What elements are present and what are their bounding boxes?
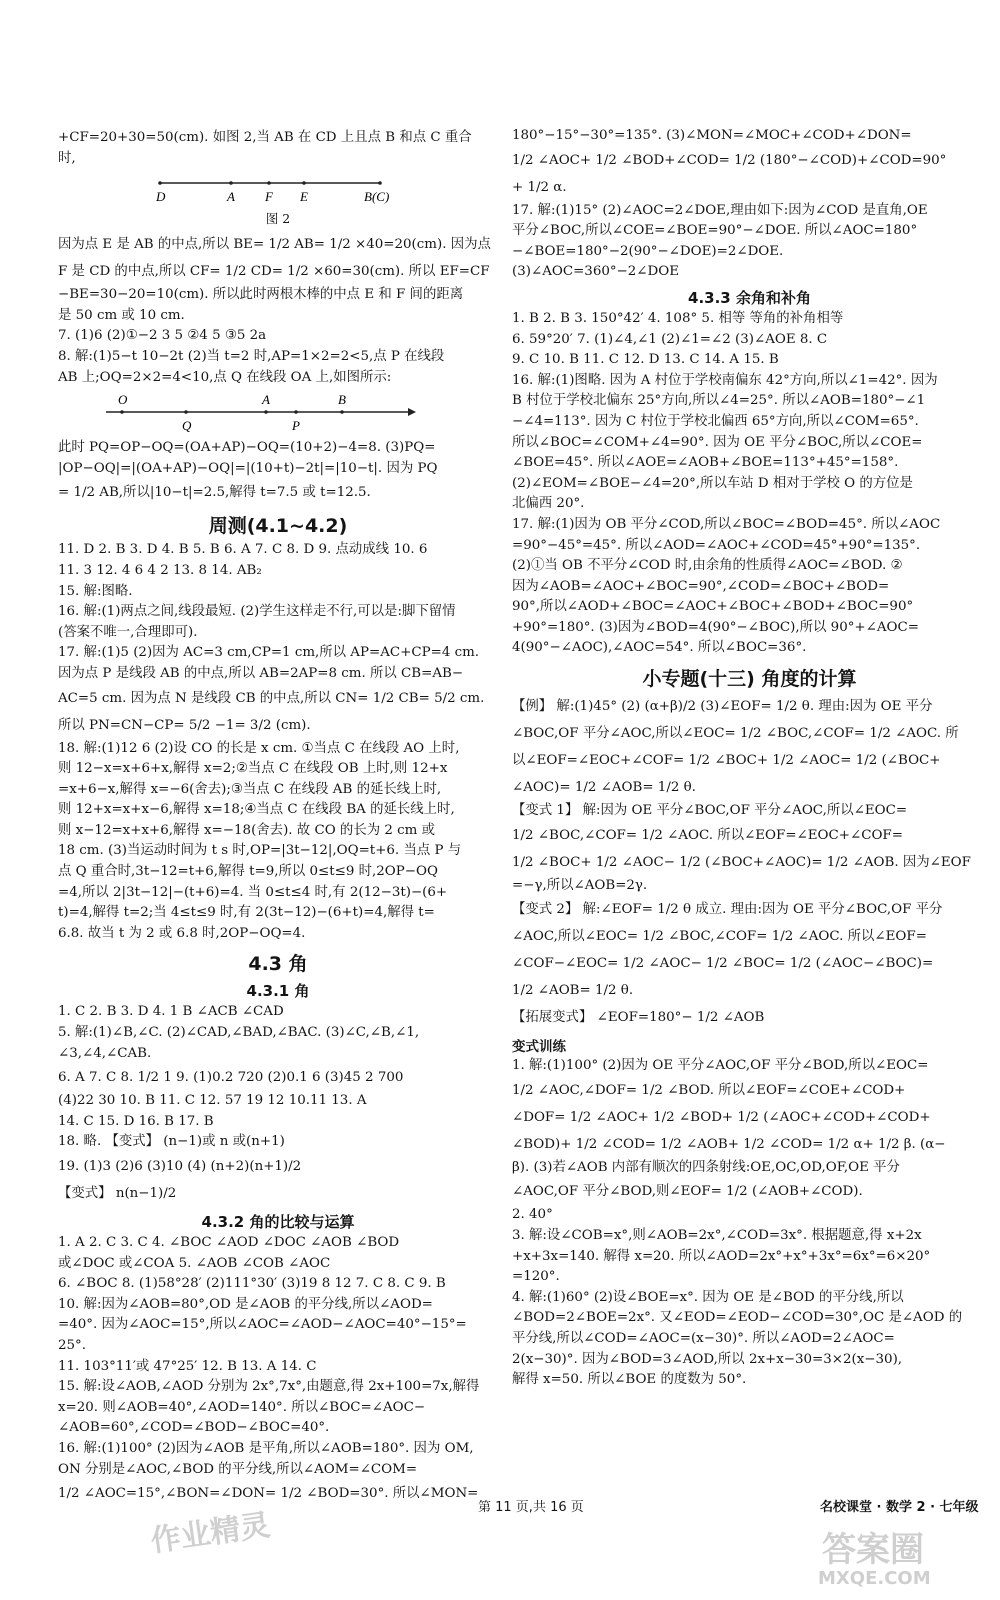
subsection-title-4-3-2: 4.3.2 角的比较与运算 (201, 1213, 355, 1231)
text-line: ∠BOC,OF 平分∠AOC,所以∠EOC= 1/2 ∠BOC,∠COF= 1/2 ∠AOC. 所 (512, 726, 959, 742)
text-line: 15. 解:图略. (58, 583, 133, 599)
text-line: (4)22 30 10. B 11. C 12. 57 19 12 10.11 13. A (58, 1093, 367, 1109)
left-paragraph-2 (58, 231, 498, 388)
text-line: 11. D 2. B 3. D 4. B 5. B 6. A 7. C 8. D 9. 点动成线 10. 6 (58, 542, 428, 558)
section-title-weekly-test: 周测(4.1~4.2) (208, 515, 348, 538)
text-line: 点 Q 重合时,3t−12=t+6,解得 t=9,所以 0≤t≤9 时,2OP−OQ (58, 864, 438, 880)
text-line: 11. 3 12. 4 6 4 2 13. 8 14. AB₂ (58, 562, 262, 578)
fig2-label-a: A (227, 189, 235, 205)
page-footer (0, 1494, 1000, 1518)
text-line: 18. 解:(1)12 6 (2)设 CO 的长是 x cm. ①当点 C 在线段 AO 上时, (58, 740, 460, 756)
text-line: +x+3x=140. 解得 x=20. 所以∠AOD=2x°+x°+3x°=6x°=6×20° (512, 1248, 931, 1264)
text-line: 1/2 ∠BOC,∠COF= 1/2 ∠AOC. 所以∠EOF=∠EOC+∠COF= (512, 827, 903, 843)
left-paragraph-5 (58, 1002, 498, 1207)
section-title-4-3: 4.3 角 (248, 953, 308, 976)
watermark-right: 答案圈 (822, 1530, 924, 1570)
text-line: = 1/2 AB,所以|10−t|=2.5,解得 t=7.5 或 t=12.5. (58, 485, 371, 501)
text-line: 以∠EOF=∠EOC+∠COF= 1/2 ∠BOC+ 1/2 ∠AOC= 1/2 (∠BOC+ (512, 753, 941, 769)
left-paragraph-1 (58, 128, 498, 169)
text-line: 11. 103°11′或 47°25′ 12. B 13. A 14. C (58, 1358, 317, 1374)
text-line: 17. 解:(1)因为 OB 平分∠COD,所以∠BOC=∠BOD=45°. 所以∠AOC (512, 516, 941, 532)
fig3-label-b: B (338, 392, 346, 408)
text-line: 1/2 ∠AOC=15°,∠BON=∠DON= 1/2 ∠BOD=30°. 所以∠MON= (58, 1486, 479, 1502)
text-line: 因为∠AOB=∠AOC+∠BOC=90°,∠COD=∠BOC+∠BOD= (512, 578, 890, 594)
text-line: 是 50 cm 或 10 cm. (58, 307, 185, 323)
text-line: 【变式】 n(n−1)/2 (58, 1186, 177, 1201)
text-line: =4,所以 2|3t−12|−(t+6)=4. 当 0≤t≤4 时,有 2(12−3t)−(6+ (58, 884, 448, 900)
text-line: =90°−45°=45°. 所以∠AOD=∠AOC+∠COD=45°+90°=135°. (512, 537, 921, 553)
text-line: ∠AOB=60°,∠COD=∠BOD−∠BOC=40°. (58, 1420, 330, 1436)
figure-3 (58, 390, 498, 436)
text-line: ∠AOC)= 1/2 ∠AOB= 1/2 θ. (512, 780, 696, 796)
text-line: 17. 解:(1)15° (2)∠AOC=2∠DOE,理由如下:因为∠COD 是直角,OE (512, 202, 928, 218)
text-line: 北偏西 20°. (512, 496, 585, 512)
left-column (58, 128, 498, 1507)
text-line: −∠4=113°. 因为 C 村位于学校北偏西 65°方向,所以∠COM=65°. (512, 413, 919, 429)
text-line: (答案不唯一,合理即可). (58, 624, 198, 640)
text-line: 18 cm. (3)当运动时间为 t s 时,OP=|3t−12|,OQ=t+6. 当点 P 与 (58, 843, 462, 859)
text-line: ∠DOF= 1/2 ∠AOC+ 1/2 ∠BOD+ 1/2 (∠AOC+∠COD+∠COD+ (512, 1109, 931, 1125)
text-line: 90°,所以∠AOD+∠BOC=∠AOC+∠BOC+∠BOD+∠BOC=90° (512, 599, 914, 615)
text-line: 1. 解:(1)100° (2)因为 OE 平分∠AOC,OF 平分∠BOD,所以∠EOC= (512, 1058, 929, 1074)
text-line: 4. 解:(1)60° (2)设∠BOE=x°. 因为 OE 是∠BOD 的平分线,所以 (512, 1289, 904, 1305)
subsection-title-4-3-3: 4.3.3 余角和补角 (688, 288, 811, 307)
text-line: 则 x−12=x+x+6,解得 x=−18(舍去). 故 CO 的长为 2 cm 或 (58, 822, 435, 838)
text-line: 【变式 1】 解:因为 OE 平分∠BOC,OF 平分∠AOC,所以∠EOC= (512, 803, 908, 819)
fig2-label-f: F (265, 189, 273, 205)
text-line: +90°=180°. (3)因为∠BOD=4(90°−∠BOC),所以 90°+∠AOC= (512, 619, 919, 635)
text-line: 则 12−x=x+6+x,解得 x=2;②当点 C 在线段 OB 上时,则 12+x (58, 761, 448, 777)
text-line: |OP−OQ|=|(OA+AP)−OQ|=|(10+t)−2t|=|10−t|. 因为 PQ (58, 460, 438, 476)
text-line: 18. 略. 【变式】 (n−1)或 n 或(n+1) (58, 1134, 285, 1150)
text-line: (2)∠EOM=∠BOE−∠4=20°,所以车站 D 相对于学校 O 的方位是 (512, 475, 913, 491)
text-line: ∠3,∠4,∠CAB. (58, 1045, 152, 1061)
left-paragraph-3 (58, 438, 498, 506)
fig3-label-a: A (262, 392, 270, 408)
text-line: =x+6−x,解得 x=−6(舍去);③当点 C 在线段 AB 的延长线上时, (58, 781, 442, 797)
text-line: 1/2 ∠AOB= 1/2 θ. (512, 983, 634, 999)
text-line: 此时 PQ=OP−OQ=(OA+AP)−OQ=(10+2)−4=8. (3)PQ= (58, 440, 436, 456)
text-line: x=20. 则∠AOB=40°,∠AOD=140°. 所以∠BOC=∠AOC− (58, 1399, 426, 1415)
text-line: =120°. (512, 1269, 560, 1285)
text-line: 所以∠BOC=∠COM+∠4=90°. 因为 OE 平分∠BOC,所以∠COE= (512, 434, 923, 450)
text-line: 2. 40° (512, 1207, 553, 1223)
text-line: =−γ,所以∠AOB=2γ. (512, 877, 648, 893)
text-line: 2(x−30)°. 因为∠BOD=3∠AOD,所以 2x+x−30=3×2(x−30), (512, 1351, 903, 1367)
text-line: 所以 PN=CN−CP= 5/2 −1= 3/2 (cm). (58, 717, 311, 733)
text-line: AC=5 cm. 因为点 N 是线段 CB 的中点,所以 CN= 1/2 CB= 5/2 cm. (58, 690, 485, 706)
text-line: 6. ∠BOC 8. (1)58°28′ (2)111°30′ (3)19 8 12 7. C 8. C 9. B (58, 1276, 446, 1292)
text-line: ∠AOC,OF 平分∠BOD,则∠EOF= 1/2 (∠AOB+∠COD). (512, 1184, 863, 1200)
text-line: 180°−15°−30°=135°. (3)∠MON=∠MOC+∠COD+∠DON= (512, 128, 912, 143)
section-title-topic-13: 小专题(十三) 角度的计算 (642, 668, 857, 691)
figure-2 (58, 171, 498, 229)
text-line: 16. 解:(1)图略. 因为 A 村位于学校南偏东 42°方向,所以∠1=42°. 因为 (512, 372, 938, 388)
fig2-label-d: D (156, 189, 166, 205)
text-line: ON 分别是∠AOC,∠BOD 的平分线,所以∠AOM=∠COM= (58, 1461, 418, 1477)
text-line: −BE=30−20=10(cm). 所以此时两根木棒的中点 E 和 F 间的距离 (58, 287, 464, 303)
text-line: ∠COF−∠EOC= 1/2 ∠AOC− 1/2 ∠BOC= 1/2 (∠AOC−∠BOC)= (512, 956, 934, 972)
text-line: 6. 59°20′ 7. (1)∠4,∠1 (2)∠1=∠2 (3)∠AOE 8. C (512, 331, 828, 347)
text-line: ∠BOE=45°. 所以∠AOE=∠AOB+∠BOE=113°+45°=158°. (512, 455, 899, 471)
text-line: 1. C 2. B 3. D 4. 1 B ∠ACB ∠CAD (58, 1004, 284, 1020)
fig2-label-e: E (300, 189, 308, 205)
text-line: (2)①当 OB 不平分∠COD 时,由余角的性质得∠AOC=∠BOD. ② (512, 558, 903, 574)
fig3-label-o: O (118, 392, 128, 408)
text-line: 6.8. 故当 t 为 2 或 6.8 时,2OP−OQ=4. (58, 925, 306, 941)
right-paragraph-2 (512, 309, 987, 659)
text-line: 14. C 15. D 16. B 17. B (58, 1113, 214, 1129)
text-line: 解得 x=50. 所以∠BOE 的度数为 50°. (512, 1372, 747, 1388)
text-line: 9. C 10. B 11. C 12. D 13. C 14. A 15. B (512, 352, 779, 368)
text-line: 16. 解:(1)两点之间,线段最短. (2)学生这样走不行,可以是:脚下留情 (58, 604, 456, 620)
text-line: AB 上;OQ=2×2=4<10,点 Q 在线段 OA 上,如图所示: (58, 369, 392, 385)
text-line: 8. 解:(1)5−t 10−2t (2)当 t=2 时,AP=1×2=2<5,点 P 在线段 (58, 348, 445, 364)
text-line: β). (3)若∠AOB 内部有顺次的四条射线:OE,OC,OD,OF,OE 平分 (512, 1159, 900, 1175)
book-brand: 名校课堂 · 数学 2 · 七年级 (820, 1500, 979, 1515)
text-line: 因为点 P 是线段 AB 的中点,所以 AB=2AP=8 cm. 所以 CB=AB− (58, 665, 464, 681)
text-line: (3)∠AOC=360°−2∠DOE (512, 264, 680, 280)
text-line: 【拓展变式】 ∠EOF=180°− 1/2 ∠AOB (512, 1010, 765, 1026)
text-line: ∠BOD=2∠BOE=2x°. 又∠EOD=∠EOD−∠COD=30°,OC 是∠AOD 的 (512, 1310, 963, 1326)
left-paragraph-6 (58, 1233, 498, 1507)
text-line: 平分线,所以∠COD=∠AOC=(x−30)°. 所以∠AOD=2∠AOC= (512, 1331, 895, 1346)
text-line: 【变式 2】 解:∠EOF= 1/2 θ 成立. 理由:因为 OE 平分∠BOC,OF 平分 (512, 902, 943, 918)
text-line: −∠BOE=180°−2(90°−∠DOE)=2∠DOE. (512, 243, 784, 259)
text-line: 1/2 ∠AOC+ 1/2 ∠BOD+∠COD= 1/2 (180°−∠COD)+∠COD=90° (512, 152, 947, 168)
text-line: 1/2 ∠BOC+ 1/2 ∠AOC− 1/2 (∠BOC+∠AOC)= 1/2 ∠AOB. 因为∠EOF (512, 854, 971, 870)
watermark-left: 作业精灵 (148, 1507, 273, 1560)
text-line: B 村位于学校北偏东 25°方向,所以∠4=25°. 所以∠AOB=180°−∠1 (512, 393, 926, 409)
right-paragraph-1 (512, 126, 987, 283)
text-line: ∠BOD)+ 1/2 ∠COD= 1/2 ∠AOB+ 1/2 ∠COD= 1/2 α+ 1/2 β. (α− (512, 1136, 946, 1152)
text-line: 17. 解:(1)5 (2)因为 AC=3 cm,CP=1 cm,所以 AP=AC+CP=4 cm. (58, 645, 480, 661)
text-line: t)=4,解得 t=2;当 4≤t≤9 时,有 2(3t−12)−(6+t)=4,解得 t= (58, 905, 435, 921)
text-line: 因为点 E 是 AB 的中点,所以 BE= 1/2 AB= 1/2 ×40=20(cm). 因为点 (58, 237, 491, 253)
fig3-label-p: P (292, 418, 300, 434)
text-line: 5. 解:(1)∠B,∠C. (2)∠CAD,∠BAD,∠BAC. (3)∠C,∠B,∠1, (58, 1025, 420, 1041)
left-paragraph-4 (58, 540, 498, 944)
text-line: 15. 解:设∠AOB,∠AOD 分别为 2x°,7x°,由题意,得 2x+100=7x,解得 (58, 1379, 480, 1395)
text-line: 10. 解:因为∠AOB=80°,OD 是∠AOB 的平分线,所以∠AOD= (58, 1296, 433, 1312)
text-line: ∠AOC,所以∠EOC= 1/2 ∠BOC,∠COF= 1/2 ∠AOC. 所以∠EOF= (512, 929, 927, 945)
text-line: 4(90°−∠AOC),∠AOC=54°. 所以∠BOC=36°. (512, 640, 807, 656)
text-line: 1. B 2. B 3. 150°42′ 4. 108° 5. 相等 等角的补角相等 (512, 310, 844, 326)
text-line: 1/2 ∠AOC,∠DOF= 1/2 ∠BOD. 所以∠EOF=∠COE+∠COD+ (512, 1082, 906, 1098)
text-line: 25°. (58, 1337, 86, 1353)
text-line: 3. 解:设∠COB=x°,则∠AOB=2x°,∠COD=3x°. 根据题意,得 x+2x (512, 1228, 922, 1244)
text-line: 则 12+x=x+x−6,解得 x=18;④当点 C 在线段 BA 的延长线上时, (58, 802, 455, 818)
text-line: + 1/2 α. (512, 179, 567, 195)
text-line: =40°. 因为∠AOC=15°,所以∠AOC=∠AOD−∠AOC=40°−15°= (58, 1317, 467, 1333)
fig3-label-q: Q (182, 418, 192, 434)
subsection-title-practice: 变式训练 (512, 1039, 566, 1056)
text-line: 19. (1)3 (2)6 (3)10 (4) (n+2)(n+1)/2 (58, 1159, 302, 1174)
figure-3-line (58, 390, 498, 436)
watermark-url: MXQE.COM (818, 1568, 931, 1589)
text-line: 7. (1)6 (2)①−2 3 5 ②4 5 ③5 2a (58, 328, 267, 344)
figure-2-line (58, 171, 498, 211)
text-line: 1. A 2. C 3. C 4. ∠BOC ∠AOD ∠DOC ∠AOB ∠BOD (58, 1235, 400, 1250)
page-number: 第 11 页,共 16 页 (478, 1500, 584, 1515)
right-paragraph-4 (512, 1056, 987, 1391)
text-line: +CF=20+30=50(cm). 如图 2,当 AB 在 CD 上且点 B 和点 C 重合 (58, 130, 472, 145)
right-paragraph-3 (512, 693, 987, 1031)
right-column (512, 126, 987, 1391)
subsection-title-4-3-1: 4.3.1 角 (246, 982, 310, 1001)
figure-2-caption: 图 2 (265, 211, 291, 227)
text-line: 6. A 7. C 8. 1/2 1 9. (1)0.2 720 (2)0.1 6 (3)45 2 700 (58, 1070, 404, 1086)
text-line: 平分∠BOC,所以∠COE=∠BOE=90°−∠DOE. 所以∠AOC=180° (512, 223, 918, 239)
text-line: 【例】 解:(1)45° (2) (α+β)/2 (3)∠EOF= 1/2 θ. 理由:因为 OE 平分 (512, 699, 933, 715)
text-line: 时, (58, 150, 76, 166)
fig2-label-bc: B(C) (364, 189, 390, 205)
text-line: F 是 CD 的中点,所以 CF= 1/2 CD= 1/2 ×60=30(cm). 所以 EF=CF (58, 264, 490, 280)
text-line: 或∠DOC 或∠COA 5. ∠AOB ∠COB ∠AOC (58, 1255, 331, 1271)
text-line: 16. 解:(1)100° (2)因为∠AOB 是平角,所以∠AOB=180°. 因为 OM, (58, 1440, 474, 1456)
